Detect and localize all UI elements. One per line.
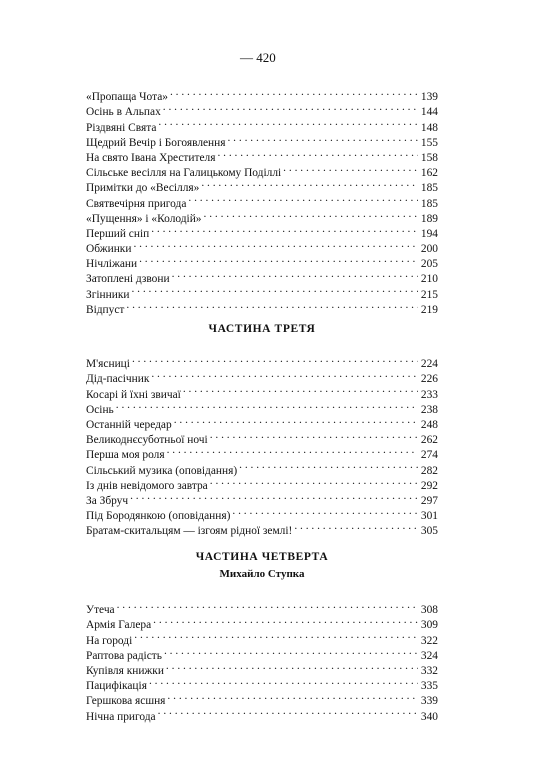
toc-entry-page: 148 — [420, 121, 438, 134]
dot-leader — [134, 628, 418, 643]
dot-leader — [201, 176, 418, 191]
toc-entry-page: 185 — [420, 182, 438, 195]
toc-entry-title: «Пущення» і «Колодій» — [86, 212, 202, 225]
toc-entry-title: Пацифікація — [86, 680, 147, 693]
dot-leader — [158, 115, 418, 130]
toc-entry-title: Перший сніп — [86, 227, 150, 240]
dot-leader — [232, 504, 418, 519]
toc-entry-page: 297 — [420, 494, 438, 507]
dot-leader — [239, 458, 418, 473]
toc-entry — [86, 85, 438, 104]
toc-entry-page: 224 — [420, 358, 438, 371]
toc-entry-page: 248 — [420, 418, 438, 431]
toc-entry — [86, 282, 438, 301]
toc-entry-page: 162 — [420, 167, 438, 180]
dot-leader — [131, 282, 417, 297]
toc-entry-title: На свято Івана Хрестителя — [86, 151, 216, 164]
dot-leader — [166, 659, 418, 674]
dot-leader — [188, 191, 418, 206]
toc-part4 — [86, 598, 438, 723]
toc-entry-title: Нічліжани — [86, 258, 138, 271]
toc-entry-title: За Збруч — [86, 494, 129, 507]
dot-leader — [174, 413, 418, 428]
toc-entry-title: Сільське весілля на Галицькому Поділлі — [86, 167, 282, 180]
dot-leader — [163, 100, 418, 115]
toc-entry-page: 332 — [420, 664, 438, 677]
toc-entry-page: 200 — [420, 243, 438, 256]
toc-entry-page: 139 — [420, 91, 438, 104]
toc-entry-page: 215 — [420, 288, 438, 301]
dot-leader — [117, 598, 418, 613]
toc-entry-title: Косарі й їхні звичаї — [86, 388, 181, 401]
dot-leader — [126, 298, 418, 313]
dot-leader — [133, 237, 417, 252]
toc-entry-title: Купівля книжки — [86, 664, 164, 677]
dot-leader — [130, 489, 418, 504]
dot-leader — [294, 519, 418, 534]
toc-entry-page: 144 — [420, 106, 438, 119]
dot-leader — [151, 222, 418, 237]
dot-leader — [283, 161, 418, 176]
toc-entry-page: 238 — [420, 403, 438, 416]
toc-entry — [86, 628, 438, 647]
section-author: Михайло Ступка — [219, 568, 305, 580]
toc-entry-page: 282 — [420, 464, 438, 477]
toc-entry — [86, 598, 438, 617]
dot-leader — [183, 382, 418, 397]
toc-entry-page: 262 — [420, 434, 438, 447]
toc-entry-title: Осінь в Альпах — [86, 106, 161, 119]
dot-leader — [210, 474, 418, 489]
dot-leader — [210, 428, 418, 443]
dot-leader — [164, 644, 418, 659]
toc-entry-title: На городі — [86, 634, 133, 647]
toc-entry-page: 210 — [420, 273, 438, 286]
toc-entry-title: Братам-скитальцям — ізгоям рідної землі! — [86, 525, 293, 538]
toc-entry-title: Сільський музика (оповідання) — [86, 464, 238, 477]
toc-entry — [86, 367, 438, 386]
toc-entry-title: М'ясниці — [86, 358, 130, 371]
toc-entry-page: 308 — [420, 604, 438, 617]
toc-entry-page: 205 — [420, 258, 438, 271]
dot-leader — [172, 267, 418, 282]
toc-entry-title: Із днів невідомого завтра — [86, 479, 208, 492]
dot-leader — [151, 367, 418, 382]
toc-entry — [86, 613, 438, 632]
toc-entry-title: Нічна пригода — [86, 710, 156, 723]
toc-entry-page: 219 — [420, 303, 438, 316]
toc-entry-page: 155 — [420, 136, 438, 149]
toc-entry-title: Осінь — [86, 403, 114, 416]
toc-entry-title: Згінники — [86, 288, 130, 301]
dot-leader — [139, 252, 418, 267]
toc-entry-page: 233 — [420, 388, 438, 401]
toc-entry-title: Обжинки — [86, 243, 132, 256]
toc-entry — [86, 252, 438, 271]
toc-entry-page: 185 — [420, 197, 438, 210]
toc-entry-page: 309 — [420, 619, 438, 632]
toc-entry-page: 335 — [420, 680, 438, 693]
toc-entry — [86, 298, 438, 316]
toc-entry-page: 322 — [420, 634, 438, 647]
toc-entry-title: Гершкова ясшня — [86, 695, 166, 708]
toc-entry-page: 339 — [420, 695, 438, 708]
toc-entry-page: 324 — [420, 649, 438, 662]
toc-entry — [86, 352, 438, 371]
toc-part2 — [86, 85, 438, 316]
toc-entry-page: 189 — [420, 212, 438, 225]
toc-entry-page: 194 — [420, 227, 438, 240]
toc-entry-page: 158 — [420, 151, 438, 164]
toc-entry — [86, 398, 438, 416]
dot-leader — [217, 146, 417, 161]
toc-entry-title: Утеча — [86, 604, 115, 617]
toc-entry — [86, 489, 438, 507]
toc-entry-page: 301 — [420, 510, 438, 523]
toc-entry-title: Різдвяні Свята — [86, 121, 157, 134]
toc-entry-page: 274 — [420, 449, 438, 462]
toc-entry-title: «Пропаща Чота» — [86, 91, 168, 104]
dot-leader — [132, 352, 418, 367]
toc-entry-page: 292 — [420, 479, 438, 492]
page-number: — 420 — [240, 50, 276, 65]
dot-leader — [167, 443, 418, 458]
toc-entry-title: Святвечірня пригода — [86, 197, 187, 210]
toc-entry-title: Примітки до «Весілля» — [86, 182, 200, 195]
toc-entry-title: Раптова радість — [86, 649, 162, 662]
toc-entry-title: Затоплені дзвони — [86, 273, 170, 286]
dot-leader — [167, 689, 417, 704]
toc-entry — [86, 644, 438, 662]
toc-entry-page: 305 — [420, 525, 438, 538]
dot-leader — [149, 674, 418, 689]
toc-entry-page: 340 — [420, 710, 438, 723]
toc-entry — [86, 504, 438, 523]
section-heading-part4: ЧАСТИНА ЧЕТВЕРТА — [195, 551, 329, 563]
toc-entry-title: Щедрий Вечір і Богоявлення — [86, 136, 226, 149]
toc-entry-title: Відпуст — [86, 303, 125, 316]
toc-entry-title: Дід-пасічник — [86, 373, 150, 386]
toc-entry-title: Останній чередар — [86, 418, 172, 431]
dot-leader — [153, 613, 418, 628]
dot-leader — [158, 704, 418, 719]
toc-part3 — [86, 352, 438, 538]
dot-leader — [227, 131, 417, 146]
dot-leader — [170, 85, 418, 100]
section-heading-part3: ЧАСТИНА ТРЕТЯ — [208, 323, 316, 335]
dot-leader — [204, 207, 418, 222]
toc-entry-title: Великоднєсуботньої ночі — [86, 434, 208, 447]
toc-entry-title: Перша моя роля — [86, 449, 165, 462]
toc-entry-page: 226 — [420, 373, 438, 386]
toc-entry-title: Армія Галера — [86, 619, 152, 632]
toc-entry-title: Під Бородянкою (оповідання) — [86, 510, 231, 523]
toc-entry — [86, 413, 438, 431]
toc-entry — [86, 237, 438, 256]
dot-leader — [116, 398, 418, 413]
